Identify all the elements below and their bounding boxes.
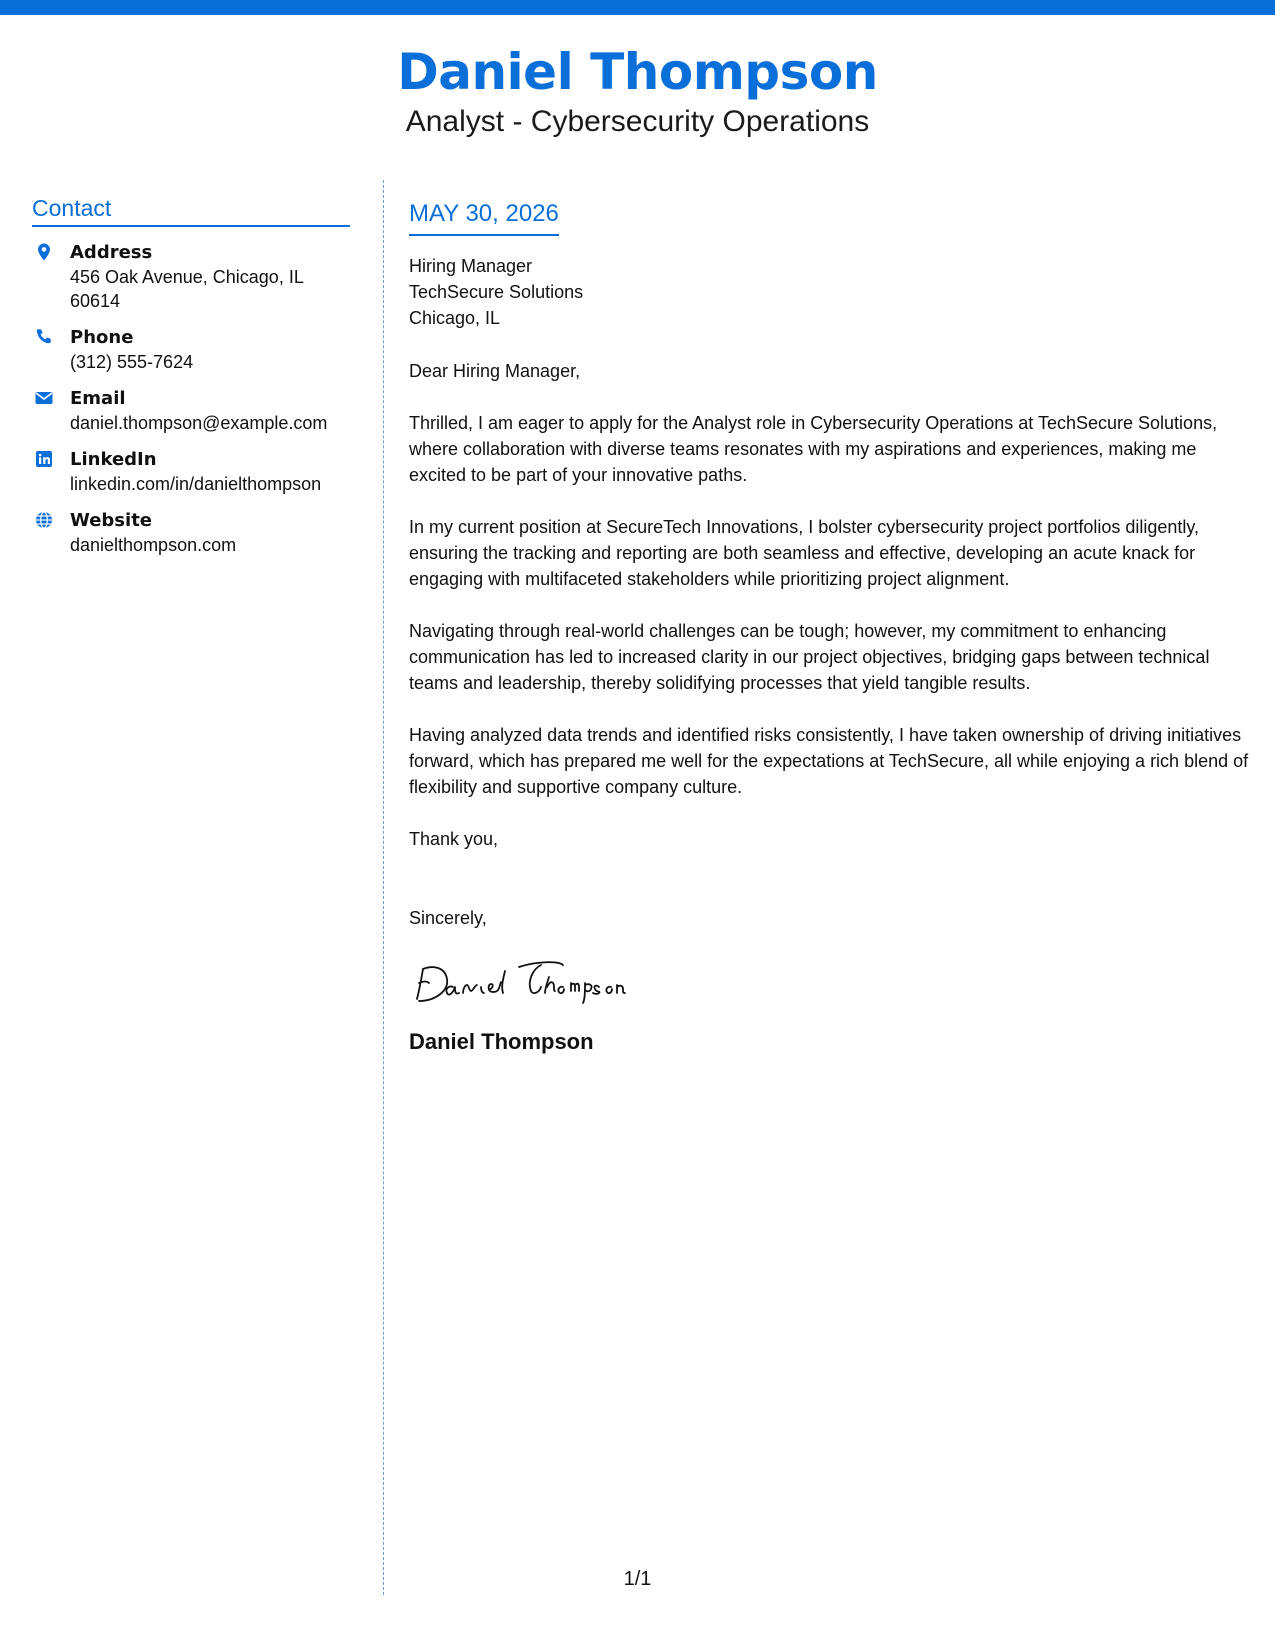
recipient-block xyxy=(409,253,1249,331)
address-label: Address xyxy=(70,242,153,263)
phone-value[interactable]: (312) 555-7624 xyxy=(70,352,194,372)
contact-address xyxy=(32,241,350,313)
contact-email xyxy=(32,387,350,435)
linkedin-icon xyxy=(34,449,54,469)
letter-paragraph: Navigating through real-world challenges can be tough; however, my commitment to enhancing communication has led to increased clarity in our project objectives, bridging gaps between technical teams and leadership, thereby solidifying processes that yield tangible results. xyxy=(409,621,1210,693)
letter-paragraph: Thrilled, I am eager to apply for the Analyst role in Cybersecurity Operations at TechSecure Solutions, where collaboration with diverse teams resonates with my aspirations and experiences, making me excited to be part of your innovative paths. xyxy=(409,413,1218,485)
contact-phone xyxy=(32,326,350,374)
website-value[interactable]: danielthompson.com xyxy=(70,535,237,555)
handwritten-signature xyxy=(409,953,1249,1013)
column-divider xyxy=(383,180,384,1595)
phone-icon xyxy=(34,327,54,347)
location-pin-icon xyxy=(34,242,54,262)
candidate-title: Analyst - Cybersecurity Operations xyxy=(405,105,870,138)
closing-line: Thank you, xyxy=(409,829,499,849)
recipient-line: TechSecure Solutions xyxy=(409,282,584,302)
candidate-name: Daniel Thompson xyxy=(397,43,878,101)
contact-heading: Contact xyxy=(32,194,350,227)
signer-name: Daniel Thompson xyxy=(409,1029,594,1054)
letter-date: MAY 30, 2026 xyxy=(409,198,559,236)
linkedin-label: LinkedIn xyxy=(70,449,157,470)
email-label: Email xyxy=(70,388,126,409)
contact-sidebar xyxy=(32,194,350,570)
top-accent-bar xyxy=(0,0,1275,15)
contact-website xyxy=(32,509,350,557)
contact-list xyxy=(32,241,350,557)
website-label: Website xyxy=(70,510,153,531)
letter-body xyxy=(409,198,1249,1057)
phone-label: Phone xyxy=(70,327,134,348)
contact-linkedin xyxy=(32,448,350,496)
page-indicator: 1/1 xyxy=(623,1568,652,1590)
recipient-line: Chicago, IL xyxy=(409,308,501,328)
globe-icon xyxy=(34,510,54,530)
page-header xyxy=(0,40,1275,140)
email-icon xyxy=(34,388,54,408)
letter-paragraph: In my current position at SecureTech Innovations, I bolster cybersecurity project portfolios diligently, ensuring the tracking and reporting are both seamless and effective, developing an acute knack for engaging with multifaceted stakeholders while prioritizing project alignment. xyxy=(409,517,1200,589)
address-value: 456 Oak Avenue, Chicago, IL 60614 xyxy=(70,267,304,311)
salutation: Dear Hiring Manager, xyxy=(409,361,581,381)
letter-paragraph: Having analyzed data trends and identified risks consistently, I have taken ownership of driving initiatives forward, which has prepared me well for the expectations at TechSecure, all while enjoying a rich blend of flexibility and supportive company culture. xyxy=(409,725,1249,797)
recipient-line: Hiring Manager xyxy=(409,256,533,276)
email-value[interactable]: daniel.thompson@example.com xyxy=(70,413,328,433)
sign-off: Sincerely, xyxy=(409,908,487,928)
linkedin-value[interactable]: linkedin.com/in/danielthompson xyxy=(70,474,322,494)
